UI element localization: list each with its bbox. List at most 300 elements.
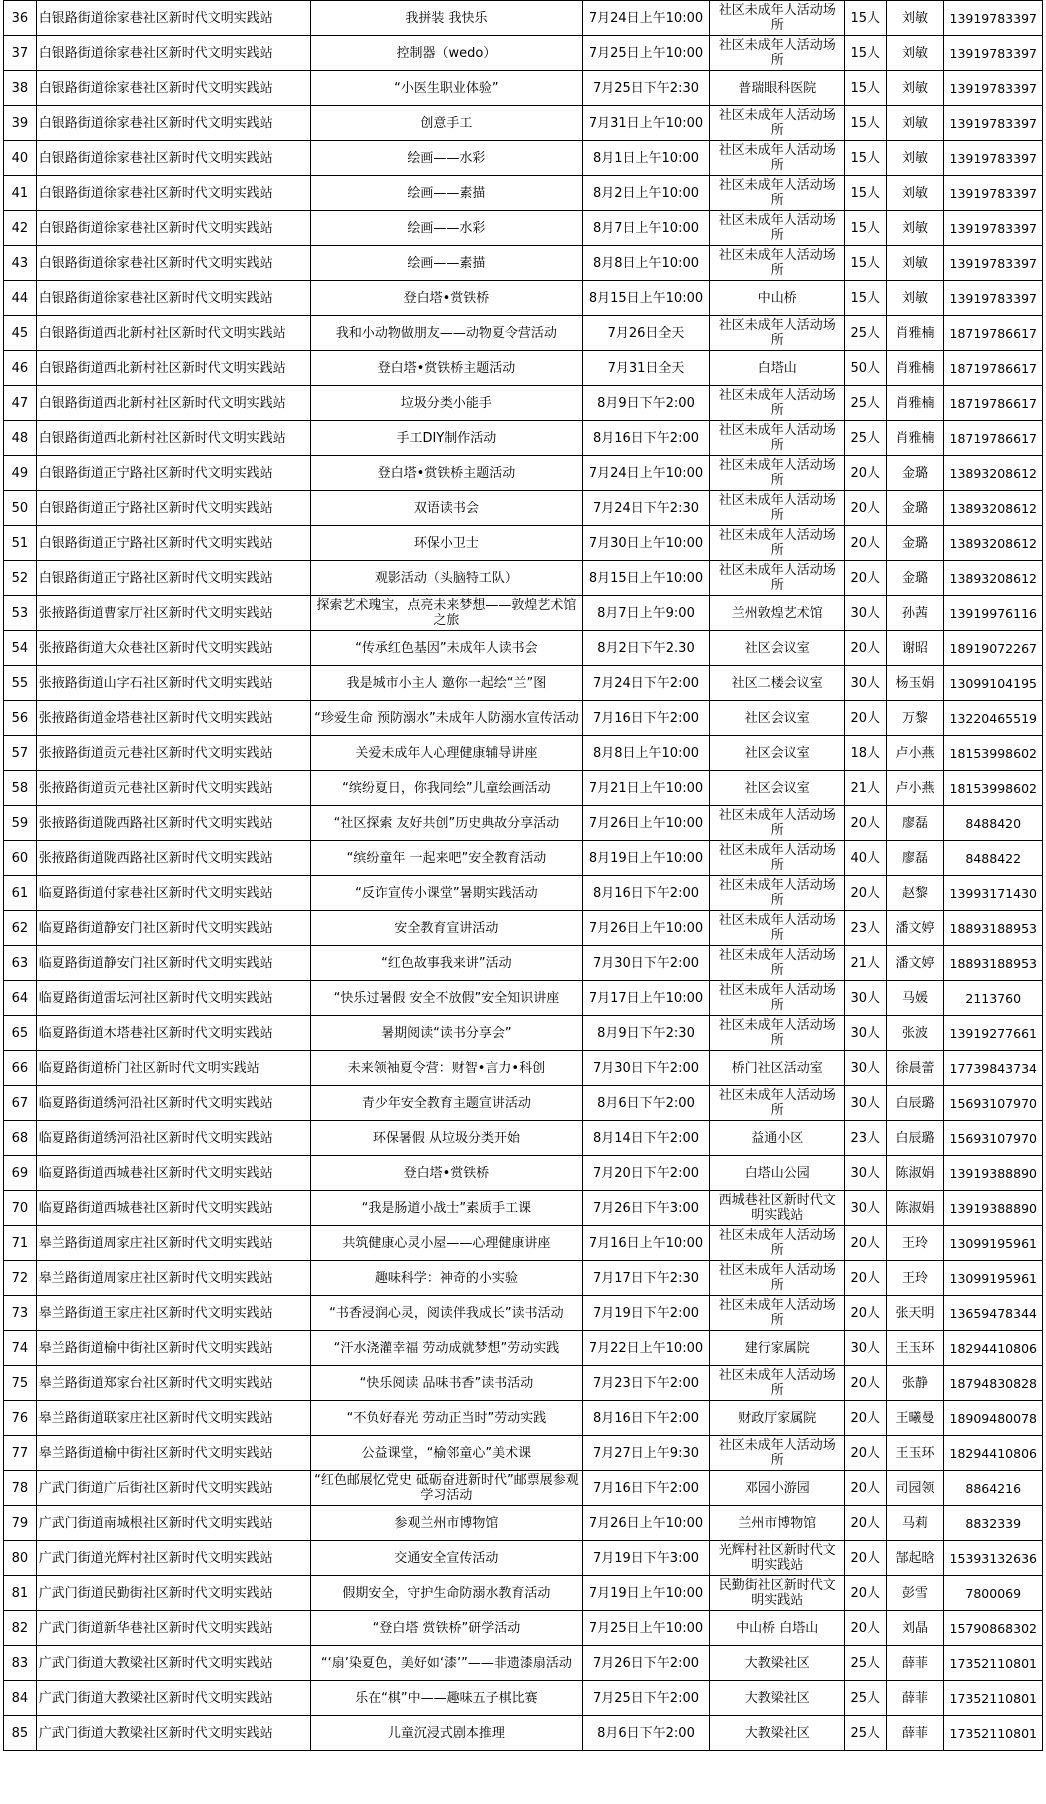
contact-phone: 13099195961 [944,1226,1043,1261]
activity-time: 8月7日上午10:00 [582,211,710,246]
activity-name: 交通安全宣传活动 [311,1541,582,1576]
activity-name: 控制器（wedo） [311,36,582,71]
organizer: 张掖路街道曹家厅社区新时代文明实践站 [36,596,311,631]
activity-time: 7月16日下午2:00 [582,701,710,736]
activity-name: 探索艺术瑰宝，点亮未来梦想——敦煌艺术馆之旅 [311,596,582,631]
table-row [4,1261,1043,1296]
participant-count: 23人 [844,911,886,946]
participant-count: 20人 [844,1436,886,1471]
contact-person: 肖雅楠 [886,316,944,351]
organizer: 白银路街道徐家巷社区新时代文明实践站 [36,106,311,141]
participant-count: 20人 [844,526,886,561]
activity-location: 社区二楼会议室 [710,666,845,701]
participant-count: 15人 [844,106,886,141]
participant-count: 23人 [844,1121,886,1156]
contact-person: 陈淑娟 [886,1191,944,1226]
activity-name: 关爱未成年人心理健康辅导讲座 [311,736,582,771]
participant-count: 25人 [844,421,886,456]
activity-name: 共筑健康心灵小屋——心理健康讲座 [311,1226,582,1261]
organizer: 白银路街道西北新村社区新时代文明实践站 [36,421,311,456]
organizer: 皋兰路街道联家庄社区新时代文明实践站 [36,1401,311,1436]
participant-count: 20人 [844,1261,886,1296]
organizer: 临夏路街道静安门社区新时代文明实践站 [36,911,311,946]
participant-count: 25人 [844,1646,886,1681]
activity-name: 我和小动物做朋友——动物夏令营活动 [311,316,582,351]
contact-phone: 15790868302 [944,1611,1043,1646]
organizer: 临夏路街道雷坛河社区新时代文明实践站 [36,981,311,1016]
contact-person: 王玉环 [886,1436,944,1471]
activity-location: 社区未成年人活动场所 [710,386,845,421]
participant-count: 30人 [844,981,886,1016]
table-row [4,351,1043,386]
contact-phone: 13919783397 [944,106,1043,141]
contact-person: 刘敏 [886,281,944,316]
activity-time: 7月25日上午10:00 [582,36,710,71]
table-row [4,71,1043,106]
contact-person: 王曦曼 [886,1401,944,1436]
participant-count: 20人 [844,701,886,736]
participant-count: 20人 [844,806,886,841]
activity-name: 公益课堂，“榆邻童心”美术课 [311,1436,582,1471]
organizer: 临夏路街道西城巷社区新时代文明实践站 [36,1156,311,1191]
activity-name: 绘画——素描 [311,176,582,211]
row-number: 46 [4,351,37,386]
row-number: 64 [4,981,37,1016]
contact-person: 刘敏 [886,71,944,106]
activity-name: 儿童沉浸式剧本推理 [311,1716,582,1751]
activity-time: 8月2日下午2.30 [582,631,710,666]
organizer: 白银路街道徐家巷社区新时代文明实践站 [36,211,311,246]
activity-location: 中山桥 白塔山 [710,1611,845,1646]
row-number: 39 [4,106,37,141]
activity-time: 8月14日下午2:00 [582,1121,710,1156]
organizer: 广武门街道大教梁社区新时代文明实践站 [36,1646,311,1681]
activity-name: 参观兰州市博物馆 [311,1506,582,1541]
participant-count: 30人 [844,1191,886,1226]
activity-location: 社区未成年人活动场所 [710,1261,845,1296]
organizer: 张掖路街道金塔巷社区新时代文明实践站 [36,701,311,736]
row-number: 54 [4,631,37,666]
table-row [4,1506,1043,1541]
activity-time: 7月21日上午10:00 [582,771,710,806]
contact-person: 肖雅楠 [886,386,944,421]
table-row [4,841,1043,876]
contact-phone: 13919277661 [944,1016,1043,1051]
organizer: 临夏路街道桥门社区新时代文明实践站 [36,1051,311,1086]
activity-time: 7月20日下午2:00 [582,1156,710,1191]
contact-phone: 18794830828 [944,1366,1043,1401]
contact-person: 郜起晗 [886,1541,944,1576]
activity-name: “缤纷童年 一起来吧”安全教育活动 [311,841,582,876]
table-row [4,1051,1043,1086]
organizer: 白银路街道徐家巷社区新时代文明实践站 [36,141,311,176]
row-number: 74 [4,1331,37,1366]
table-row [4,596,1043,631]
contact-person: 谢昭 [886,631,944,666]
participant-count: 25人 [844,316,886,351]
participant-count: 20人 [844,1401,886,1436]
activity-name: 我是城市小主人 邀你一起绘“兰”图 [311,666,582,701]
participant-count: 20人 [844,1611,886,1646]
activity-location: 益通小区 [710,1121,845,1156]
participant-count: 20人 [844,1506,886,1541]
row-number: 83 [4,1646,37,1681]
participant-count: 20人 [844,1366,886,1401]
contact-person: 金璐 [886,456,944,491]
contact-person: 卢小燕 [886,736,944,771]
contact-person: 刘敏 [886,176,944,211]
contact-phone: 8832339 [944,1506,1043,1541]
activity-name: 绘画——素描 [311,246,582,281]
table-row [4,1,1043,36]
participant-count: 30人 [844,666,886,701]
activity-time: 8月1日上午10:00 [582,141,710,176]
activity-time: 7月27日上午9:30 [582,1436,710,1471]
table-row [4,736,1043,771]
activity-location: 社区会议室 [710,771,845,806]
activity-name: 青少年安全教育主题宣讲活动 [311,1086,582,1121]
contact-phone: 8864216 [944,1471,1043,1506]
activity-time: 8月9日下午2:30 [582,1016,710,1051]
contact-phone: 13893208612 [944,526,1043,561]
contact-person: 赵黎 [886,876,944,911]
contact-person: 马莉 [886,1506,944,1541]
participant-count: 30人 [844,1331,886,1366]
table-row [4,281,1043,316]
activity-time: 8月6日下午2:00 [582,1716,710,1751]
activity-table [3,0,1043,1751]
table-row [4,491,1043,526]
table-row [4,701,1043,736]
contact-phone: 17352110801 [944,1681,1043,1716]
activity-name: 观影活动（头脑特工队） [311,561,582,596]
row-number: 63 [4,946,37,981]
table-row [4,246,1043,281]
organizer: 临夏路街道西城巷社区新时代文明实践站 [36,1191,311,1226]
row-number: 41 [4,176,37,211]
row-number: 49 [4,456,37,491]
contact-phone: 15393132636 [944,1541,1043,1576]
contact-phone: 18153998602 [944,736,1043,771]
organizer: 白银路街道西北新村社区新时代文明实践站 [36,351,311,386]
activity-time: 8月16日下午2:00 [582,421,710,456]
activity-name: “‘扇’染夏色，美好如‘漆’”——非遗漆扇活动 [311,1646,582,1681]
contact-phone: 13099195961 [944,1261,1043,1296]
activity-name: “我是肠道小战士”素质手工课 [311,1191,582,1226]
contact-person: 薛菲 [886,1716,944,1751]
activity-name: “小医生职业体验” [311,71,582,106]
activity-name: “登白塔 赏铁桥”研学活动 [311,1611,582,1646]
activity-name: 乐在“棋”中——趣味五子棋比赛 [311,1681,582,1716]
contact-person: 薛菲 [886,1646,944,1681]
table-row [4,1436,1043,1471]
contact-phone: 18719786617 [944,351,1043,386]
contact-person: 白辰璐 [886,1121,944,1156]
table-row [4,1541,1043,1576]
activity-time: 7月26日上午10:00 [582,1506,710,1541]
activity-time: 7月26日上午10:00 [582,806,710,841]
table-row [4,1191,1043,1226]
row-number: 84 [4,1681,37,1716]
participant-count: 15人 [844,246,886,281]
activity-location: 社区未成年人活动场所 [710,876,845,911]
activity-time: 7月24日上午10:00 [582,1,710,36]
contact-phone: 18719786617 [944,421,1043,456]
participant-count: 15人 [844,211,886,246]
activity-name: 创意手工 [311,106,582,141]
contact-person: 王玲 [886,1261,944,1296]
contact-person: 潘文婷 [886,911,944,946]
participant-count: 20人 [844,1226,886,1261]
activity-name: “快乐过暑假 安全不放假”安全知识讲座 [311,981,582,1016]
row-number: 55 [4,666,37,701]
contact-phone: 7800069 [944,1576,1043,1611]
activity-time: 7月26日下午3:00 [582,1191,710,1226]
organizer: 广武门街道民勤街社区新时代文明实践站 [36,1576,311,1611]
organizer: 白银路街道徐家巷社区新时代文明实践站 [36,36,311,71]
organizer: 白银路街道正宁路社区新时代文明实践站 [36,456,311,491]
contact-person: 薛菲 [886,1681,944,1716]
contact-person: 张静 [886,1366,944,1401]
row-number: 61 [4,876,37,911]
table-row [4,421,1043,456]
table-row [4,106,1043,141]
participant-count: 20人 [844,456,886,491]
row-number: 77 [4,1436,37,1471]
organizer: 皋兰路街道郑家台社区新时代文明实践站 [36,1366,311,1401]
activity-location: 社区未成年人活动场所 [710,1,845,36]
activity-name: 绘画——水彩 [311,211,582,246]
activity-location: 西城巷社区新时代文明实践站 [710,1191,845,1226]
contact-person: 刘敏 [886,106,944,141]
contact-phone: 18719786617 [944,316,1043,351]
table-row [4,176,1043,211]
activity-location: 社区未成年人活动场所 [710,36,845,71]
contact-phone: 18909480078 [944,1401,1043,1436]
row-number: 50 [4,491,37,526]
table-row [4,141,1043,176]
activity-location: 白塔山公园 [710,1156,845,1191]
row-number: 71 [4,1226,37,1261]
row-number: 56 [4,701,37,736]
organizer: 皋兰路街道榆中街社区新时代文明实践站 [36,1331,311,1366]
row-number: 57 [4,736,37,771]
row-number: 85 [4,1716,37,1751]
table-row [4,36,1043,71]
contact-person: 刘敏 [886,141,944,176]
organizer: 白银路街道徐家巷社区新时代文明实践站 [36,246,311,281]
row-number: 51 [4,526,37,561]
activity-location: 社区未成年人活动场所 [710,526,845,561]
row-number: 62 [4,911,37,946]
organizer: 白银路街道正宁路社区新时代文明实践站 [36,561,311,596]
activity-time: 7月19日上午10:00 [582,1576,710,1611]
row-number: 78 [4,1471,37,1506]
row-number: 37 [4,36,37,71]
organizer: 皋兰路街道周家庄社区新时代文明实践站 [36,1261,311,1296]
activity-name: 双语读书会 [311,491,582,526]
participant-count: 15人 [844,71,886,106]
row-number: 68 [4,1121,37,1156]
table-row [4,386,1043,421]
contact-phone: 13919783397 [944,211,1043,246]
contact-phone: 2113760 [944,981,1043,1016]
activity-location: 社区未成年人活动场所 [710,316,845,351]
activity-location: 白塔山 [710,351,845,386]
organizer: 广武门街道新华巷社区新时代文明实践站 [36,1611,311,1646]
table-row [4,806,1043,841]
table-row [4,1331,1043,1366]
contact-person: 刘晶 [886,1611,944,1646]
participant-count: 20人 [844,876,886,911]
contact-person: 彭雪 [886,1576,944,1611]
contact-person: 刘敏 [886,1,944,36]
activity-location: 社区未成年人活动场所 [710,561,845,596]
contact-phone: 8488420 [944,806,1043,841]
row-number: 66 [4,1051,37,1086]
row-number: 48 [4,421,37,456]
activity-location: 民勤街社区新时代文明实践站 [710,1576,845,1611]
activity-name: 绘画——水彩 [311,141,582,176]
organizer: 白银路街道正宁路社区新时代文明实践站 [36,526,311,561]
activity-location: 大教梁社区 [710,1716,845,1751]
table-row [4,1401,1043,1436]
organizer: 张掖路街道贡元巷社区新时代文明实践站 [36,771,311,806]
activity-time: 8月15日上午10:00 [582,561,710,596]
activity-location: 社区未成年人活动场所 [710,981,845,1016]
activity-location: 社区未成年人活动场所 [710,246,845,281]
activity-name: “汗水浇灌幸福 劳动成就梦想”劳动实践 [311,1331,582,1366]
participant-count: 25人 [844,1716,886,1751]
contact-phone: 18153998602 [944,771,1043,806]
contact-phone: 8488422 [944,841,1043,876]
organizer: 张掖路街道陇西路社区新时代文明实践站 [36,841,311,876]
participant-count: 30人 [844,1051,886,1086]
table-row [4,526,1043,561]
organizer: 白银路街道徐家巷社区新时代文明实践站 [36,176,311,211]
activity-time: 8月6日下午2:00 [582,1086,710,1121]
activity-name: “快乐阅读 品味书香”读书活动 [311,1366,582,1401]
row-number: 72 [4,1261,37,1296]
activity-location: 社区会议室 [710,701,845,736]
table-row [4,1156,1043,1191]
participant-count: 18人 [844,736,886,771]
contact-phone: 13919783397 [944,71,1043,106]
contact-phone: 13893208612 [944,561,1043,596]
activity-time: 8月15日上午10:00 [582,281,710,316]
contact-phone: 13099104195 [944,666,1043,701]
contact-phone: 17739843734 [944,1051,1043,1086]
activity-location: 社区未成年人活动场所 [710,421,845,456]
contact-person: 马媛 [886,981,944,1016]
activity-time: 7月31日全天 [582,351,710,386]
table-row [4,1086,1043,1121]
activity-name: 登白塔•赏铁桥主题活动 [311,456,582,491]
contact-person: 王玲 [886,1226,944,1261]
contact-phone: 13893208612 [944,456,1043,491]
row-number: 67 [4,1086,37,1121]
row-number: 47 [4,386,37,421]
contact-phone: 13919783397 [944,246,1043,281]
activity-time: 7月19日下午3:00 [582,1541,710,1576]
row-number: 70 [4,1191,37,1226]
contact-phone: 13919783397 [944,176,1043,211]
activity-location: 社区未成年人活动场所 [710,946,845,981]
table-row [4,911,1043,946]
activity-location: 建行家属院 [710,1331,845,1366]
participant-count: 20人 [844,1576,886,1611]
contact-person: 卢小燕 [886,771,944,806]
row-number: 75 [4,1366,37,1401]
contact-person: 肖雅楠 [886,351,944,386]
row-number: 73 [4,1296,37,1331]
participant-count: 20人 [844,1541,886,1576]
participant-count: 25人 [844,386,886,421]
activity-name: “珍爱生命 预防溺水”未成年人防溺水宣传活动 [311,701,582,736]
row-number: 53 [4,596,37,631]
organizer: 皋兰路街道周家庄社区新时代文明实践站 [36,1226,311,1261]
activity-time: 7月16日上午10:00 [582,1226,710,1261]
activity-name: “缤纷夏日，你我同绘”儿童绘画活动 [311,771,582,806]
activity-name: “不负好春光 劳动正当时”劳动实践 [311,1401,582,1436]
contact-phone: 18294410806 [944,1436,1043,1471]
activity-time: 7月26日上午10:00 [582,911,710,946]
activity-name: 垃圾分类小能手 [311,386,582,421]
activity-location: 社区未成年人活动场所 [710,491,845,526]
activity-location: 社区未成年人活动场所 [710,911,845,946]
contact-phone: 18919072267 [944,631,1043,666]
activity-name: 未来领袖夏令营：财智•言力•科创 [311,1051,582,1086]
activity-time: 7月30日下午2:00 [582,946,710,981]
row-number: 59 [4,806,37,841]
activity-location: 社区未成年人活动场所 [710,1016,845,1051]
organizer: 广武门街道大教梁社区新时代文明实践站 [36,1716,311,1751]
table-row [4,1681,1043,1716]
table-row [4,1716,1043,1751]
table-row [4,1226,1043,1261]
activity-location: 社区未成年人活动场所 [710,141,845,176]
organizer: 临夏路街道绣河沿社区新时代文明实践站 [36,1086,311,1121]
activity-time: 7月26日全天 [582,316,710,351]
organizer: 白银路街道西北新村社区新时代文明实践站 [36,316,311,351]
activity-name: 安全教育宣讲活动 [311,911,582,946]
contact-person: 陈淑娟 [886,1156,944,1191]
activity-table-body [4,1,1043,1751]
organizer: 皋兰路街道榆中街社区新时代文明实践站 [36,1436,311,1471]
row-number: 65 [4,1016,37,1051]
activity-time: 7月26日下午2:00 [582,1646,710,1681]
activity-time: 7月30日上午10:00 [582,526,710,561]
table-row [4,1016,1043,1051]
contact-phone: 17352110801 [944,1646,1043,1681]
row-number: 80 [4,1541,37,1576]
contact-phone: 13919783397 [944,1,1043,36]
activity-location: 邓园小游园 [710,1471,845,1506]
activity-time: 7月23日下午2:00 [582,1366,710,1401]
table-row [4,1471,1043,1506]
contact-person: 万黎 [886,701,944,736]
participant-count: 25人 [844,1681,886,1716]
organizer: 张掖路街道贡元巷社区新时代文明实践站 [36,736,311,771]
activity-location: 社区未成年人活动场所 [710,1226,845,1261]
activity-name: 趣味科学：神奇的小实验 [311,1261,582,1296]
table-row [4,946,1043,981]
participant-count: 15人 [844,141,886,176]
activity-name: “红色邮展忆党史 砥砺奋进新时代”邮票展参观学习活动 [311,1471,582,1506]
organizer: 广武门街道南城根社区新时代文明实践站 [36,1506,311,1541]
contact-person: 刘敏 [886,246,944,281]
activity-location: 社区未成年人活动场所 [710,806,845,841]
